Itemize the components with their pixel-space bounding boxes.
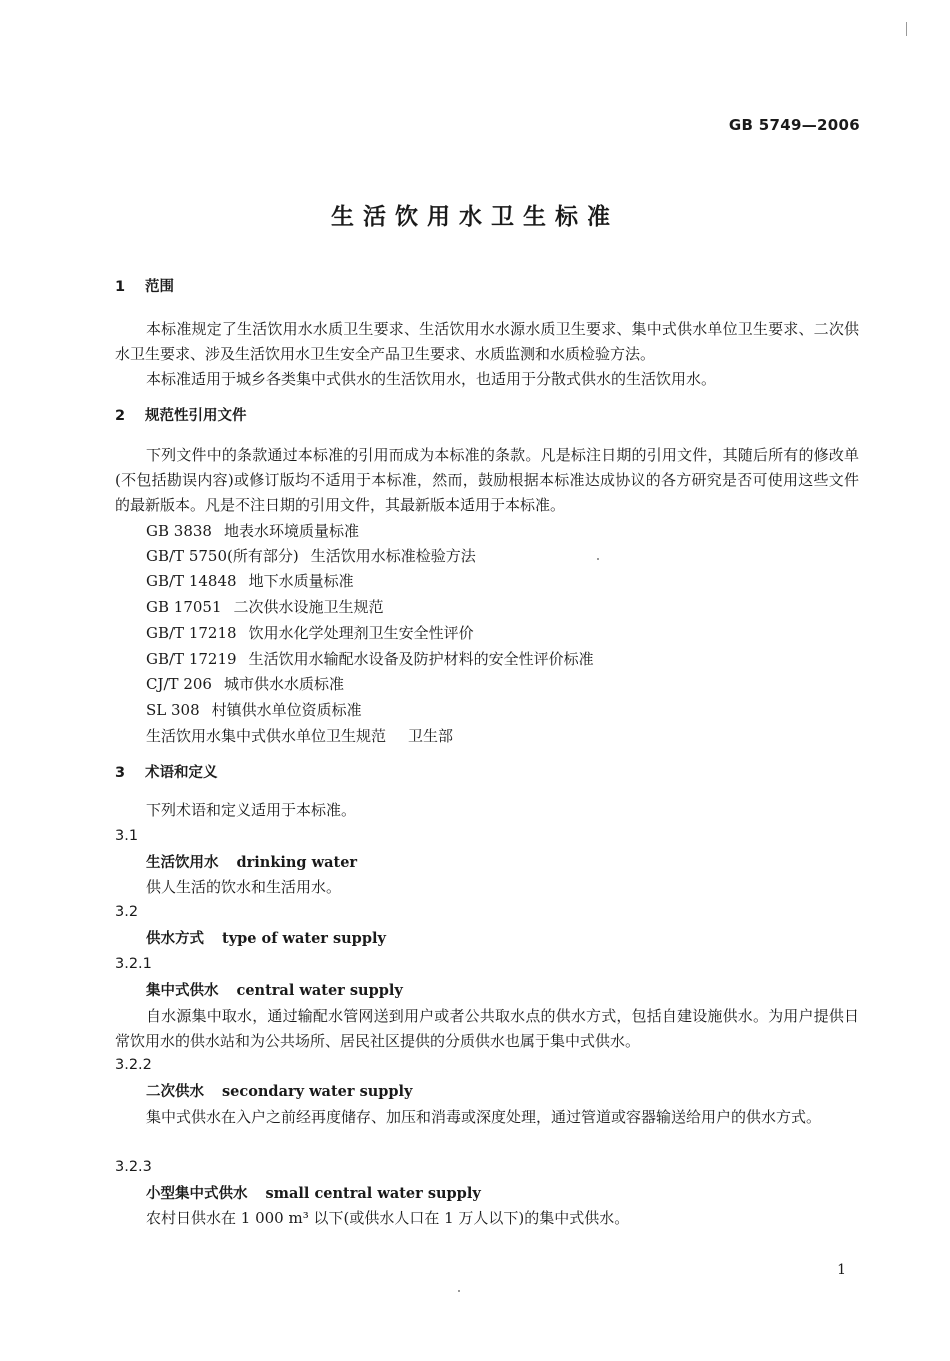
section-3-intro: 下列术语和定义适用于本标准。 [146, 801, 357, 819]
section-title: 范围 [145, 279, 174, 295]
reference-name: 饮用水化学处理剂卫生安全性评价 [248, 624, 474, 642]
reference-code: 生活饮用水集中式供水单位卫生规范 [146, 727, 387, 745]
term-chinese: 供水方式 [146, 931, 204, 947]
reference-code: SL 308 [146, 701, 200, 719]
term-chinese: 生活饮用水 [146, 855, 219, 871]
term-definition: 供人生活的饮水和生活用水。 [146, 878, 342, 896]
reference-code: CJ/T 206 [146, 675, 212, 693]
reference-name: 卫生部 [408, 727, 454, 745]
clause-number: 3.1 [115, 828, 139, 844]
reference-item [146, 547, 476, 566]
reference-item [146, 650, 594, 669]
reference-code: GB 17051 [146, 598, 222, 616]
section-2-paragraph: 下列文件中的条款通过本标准的引用而成为本标准的条款。凡是标注日期的引用文件，其随后所有的修改单(不包括勘误内容)或修订版均不适用于本标准，然而，鼓励根据本标准达成协议的各方研究是否可使用这些文件的最新版本。凡是不注日期的引用文件，其最新版本适用于本标准。 [115, 446, 859, 514]
term-english: drinking water [236, 854, 358, 871]
standard-code: GB 5749—2006 [728, 116, 860, 134]
reference-name: 生活饮用水标准检验方法 [310, 547, 476, 565]
term-entry [146, 981, 403, 1001]
section-title: 术语和定义 [145, 765, 218, 781]
reference-code: GB 3838 [146, 522, 212, 540]
section-number: 2 [115, 408, 126, 424]
reference-name: 村镇供水单位资质标准 [211, 701, 362, 719]
reference-item [146, 675, 344, 694]
section-3-heading [115, 764, 218, 783]
clause-number: 3.2.3 [115, 1159, 152, 1175]
reference-item [146, 598, 384, 617]
section-number: 1 [115, 279, 126, 295]
reference-name: 城市供水水质标准 [223, 675, 344, 693]
term-definition: 农村日供水在 1 000 m³ 以下(或供水人口在 1 万人以下)的集中式供水。 [146, 1209, 630, 1227]
term-chinese: 小型集中式供水 [146, 1186, 248, 1202]
scan-mark [597, 558, 599, 560]
term-chinese: 二次供水 [146, 1084, 204, 1100]
reference-name: 地下水质量标准 [248, 572, 354, 590]
reference-item [146, 624, 474, 643]
section-title: 规范性引用文件 [145, 408, 247, 424]
clause-number: 3.2.2 [115, 1057, 152, 1073]
reference-item [146, 572, 354, 591]
reference-code: GB/T 5750(所有部分) [146, 547, 299, 565]
term-definition: 自水源集中取水，通过输配水管网送到用户或者公共取水点的供水方式，包括自建设施供水。为用户提供日常饮用水的供水站和为公共场所、居民社区提供的分质供水也属于集中式供水。 [115, 1007, 859, 1050]
term-english: secondary water supply [222, 1083, 413, 1100]
scan-mark [458, 1290, 460, 1292]
reference-name: 生活饮用水输配水设备及防护材料的安全性评价标准 [248, 650, 594, 668]
term-entry [146, 1082, 412, 1102]
term-english: type of water supply [222, 930, 386, 947]
term-english: central water supply [236, 982, 403, 999]
clause-number: 3.2 [115, 904, 139, 920]
section-1-paragraph-1: 本标准规定了生活饮用水水质卫生要求、生活饮用水水源水质卫生要求、集中式供水单位卫生要求、二次供水卫生要求、涉及生活饮用水卫生安全产品卫生要求、水质监测和水质检验方法。 [115, 320, 859, 363]
section-1-paragraph-2: 本标准适用于城乡各类集中式供水的生活饮用水，也适用于分散式供水的生活饮用水。 [146, 370, 717, 388]
term-entry [146, 853, 357, 873]
reference-code: GB/T 17219 [146, 650, 237, 668]
reference-name: 二次供水设施卫生规范 [233, 598, 384, 616]
term-entry [146, 929, 386, 949]
section-2-heading [115, 407, 247, 426]
reference-code: GB/T 17218 [146, 624, 237, 642]
term-definition: 集中式供水在入户之前经再度储存、加压和消毒或深度处理，通过管道或容器输送给用户的供水方式。 [146, 1108, 822, 1126]
scan-mark [906, 22, 907, 36]
section-1-heading [115, 278, 174, 297]
term-english: small central water supply [265, 1185, 481, 1202]
clause-number: 3.2.1 [115, 956, 152, 972]
reference-name: 地表水环境质量标准 [223, 522, 359, 540]
term-chinese: 集中式供水 [146, 983, 219, 999]
term-entry [146, 1184, 481, 1204]
reference-code: GB/T 14848 [146, 572, 237, 590]
page-number: 1 [837, 1262, 846, 1278]
page-title: 生活饮用水卫生标准 [331, 204, 619, 230]
reference-item [146, 727, 453, 746]
section-number: 3 [115, 765, 126, 781]
reference-item [146, 522, 359, 541]
reference-item [146, 701, 362, 720]
